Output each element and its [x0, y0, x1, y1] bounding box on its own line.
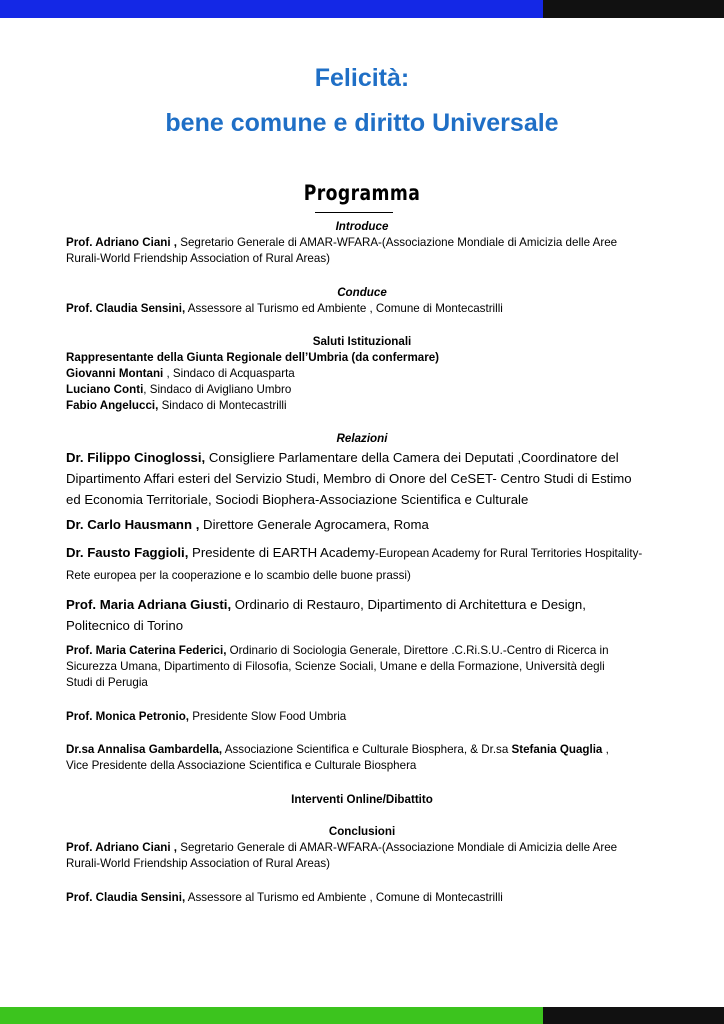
saluti-line-1: Rappresentante della Giunta Regionale dell’Umbria (da confermare)	[66, 351, 440, 364]
relatore-text: Rete europea per la cooperazione e lo scambio delle buone prassi)	[66, 569, 411, 582]
bottom-color-band	[0, 1007, 724, 1024]
relatore-text: Presidente Slow Food Umbria	[189, 710, 347, 723]
relazione-giusti	[66, 594, 666, 636]
introduce-text-2: Rurali-World Friendship Association of Rural Areas)	[66, 252, 330, 265]
introduce-heading: Introduce	[335, 220, 389, 233]
conclusioni-entry-sensini	[66, 890, 666, 906]
bottom-band-green	[0, 1007, 543, 1024]
relatore-name: Dr. Filippo Cinoglossi,	[66, 450, 206, 465]
conduce-text: Assessore al Turismo ed Ambiente , Comune di Montecastrilli	[185, 302, 503, 315]
relazione-hausmann	[66, 514, 666, 535]
relatore-text: Studi di Perugia	[66, 676, 148, 689]
conclusioni-entry-ciani	[66, 840, 666, 872]
programma-underline	[315, 212, 393, 213]
conclusioni-heading: Conclusioni	[328, 825, 396, 838]
saluti-item-name: Giovanni Montani	[66, 367, 164, 380]
relatore-text: ,	[602, 743, 609, 756]
saluti-list	[66, 350, 666, 414]
relatore-text: Ordinario di Sociologia Generale, Direttore .C.Ri.S.U.-Centro di Ricerca in	[226, 644, 609, 657]
relatore-name: Dr. Carlo Hausmann ,	[66, 517, 200, 532]
conclusioni-text: Rurali-World Friendship Association of Rural Areas)	[66, 857, 330, 870]
conclusioni-text: Assessore al Turismo ed Ambiente , Comune di Montecastrilli	[185, 891, 503, 904]
conduce-heading: Conduce	[337, 286, 387, 299]
conclusioni-name: Prof. Claudia Sensini,	[66, 891, 186, 904]
relatore-text: Ordinario di Restauro, Dipartimento di Architettura e Design,	[231, 597, 586, 612]
relatore-text: Associazione Scientifica e Culturale Biosphera, & Dr.sa	[222, 743, 512, 756]
conduce-entry	[66, 301, 666, 317]
saluti-item-name: Fabio Angelucci,	[66, 399, 159, 412]
relatore-name-2: Stefania Quaglia	[511, 743, 603, 756]
relazione-petronio	[66, 709, 666, 725]
introduce-name: Prof. Adriano Ciani ,	[66, 236, 178, 249]
relatore-name: Dr. Fausto Faggioli,	[66, 545, 189, 560]
relatore-text: Sicurezza Umana, Dipartimento di Filosofia, Scienze Sociali, Umane e della Formazione, Università degli	[66, 660, 605, 673]
programma-heading: Programma	[303, 181, 421, 205]
conclusioni-name: Prof. Adriano Ciani ,	[66, 841, 178, 854]
title-line-1: Felicità:	[314, 64, 410, 92]
relatore-text-small: -European Academy for Rural Territories Hospitality-	[375, 547, 643, 560]
relatore-name: Prof. Maria Adriana Giusti,	[66, 597, 232, 612]
saluti-item-text: Sindaco di Montecastrilli	[158, 399, 287, 412]
saluti-item-text: , Sindaco di Acquasparta	[163, 367, 295, 380]
conduce-name: Prof. Claudia Sensini,	[66, 302, 186, 315]
saluti-item-text: , Sindaco di Avigliano Umbro	[143, 383, 292, 396]
relazione-gambardella-quaglia	[66, 742, 666, 774]
top-color-band	[0, 0, 724, 18]
relatore-text: Direttore Generale Agrocamera, Roma	[199, 517, 429, 532]
top-band-blue	[0, 0, 543, 18]
relatore-text: Presidente di EARTH Academy	[188, 545, 376, 560]
title-line-2: bene comune e diritto Universale	[165, 109, 559, 137]
saluti-heading: Saluti Istituzionali	[312, 335, 412, 348]
relatore-name: Prof. Maria Caterina Federici,	[66, 644, 227, 657]
relazione-federici	[66, 643, 666, 691]
relatore-text: Politecnico di Torino	[66, 618, 184, 633]
relatore-name: Prof. Monica Petronio,	[66, 710, 190, 723]
relazioni-heading: Relazioni	[336, 432, 388, 445]
relazione-faggioli	[66, 542, 666, 586]
relazione-cinoglossi	[66, 447, 666, 510]
conclusioni-text: Segretario Generale di AMAR-WFARA-(Associazione Mondiale di Amicizia delle Aree	[177, 841, 618, 854]
saluti-item-name: Luciano Conti	[66, 383, 144, 396]
relatore-text: Vice Presidente della Associazione Scientifica e Culturale Biosphera	[66, 759, 417, 772]
relatore-text: Dipartimento Affari esteri del Servizio Studi, Membro di Onore del CeSET- Centro Studi di Estimo	[66, 471, 632, 486]
introduce-text: Segretario Generale di AMAR-WFARA-(Associazione Mondiale di Amicizia delle Aree	[177, 236, 618, 249]
interventi-heading: Interventi Online/Dibattito	[291, 793, 433, 806]
introduce-entry	[66, 235, 666, 267]
relatore-text: Consigliere Parlamentare della Camera dei Deputati ,Coordinatore del	[205, 450, 619, 465]
relatore-text: ed Economia Territoriale, Sociodi Biophera-Associazione Scientifica e Culturale	[66, 492, 529, 507]
bottom-band-black	[543, 1007, 724, 1024]
relatore-name: Dr.sa Annalisa Gambardella,	[66, 743, 223, 756]
top-band-black	[543, 0, 724, 18]
